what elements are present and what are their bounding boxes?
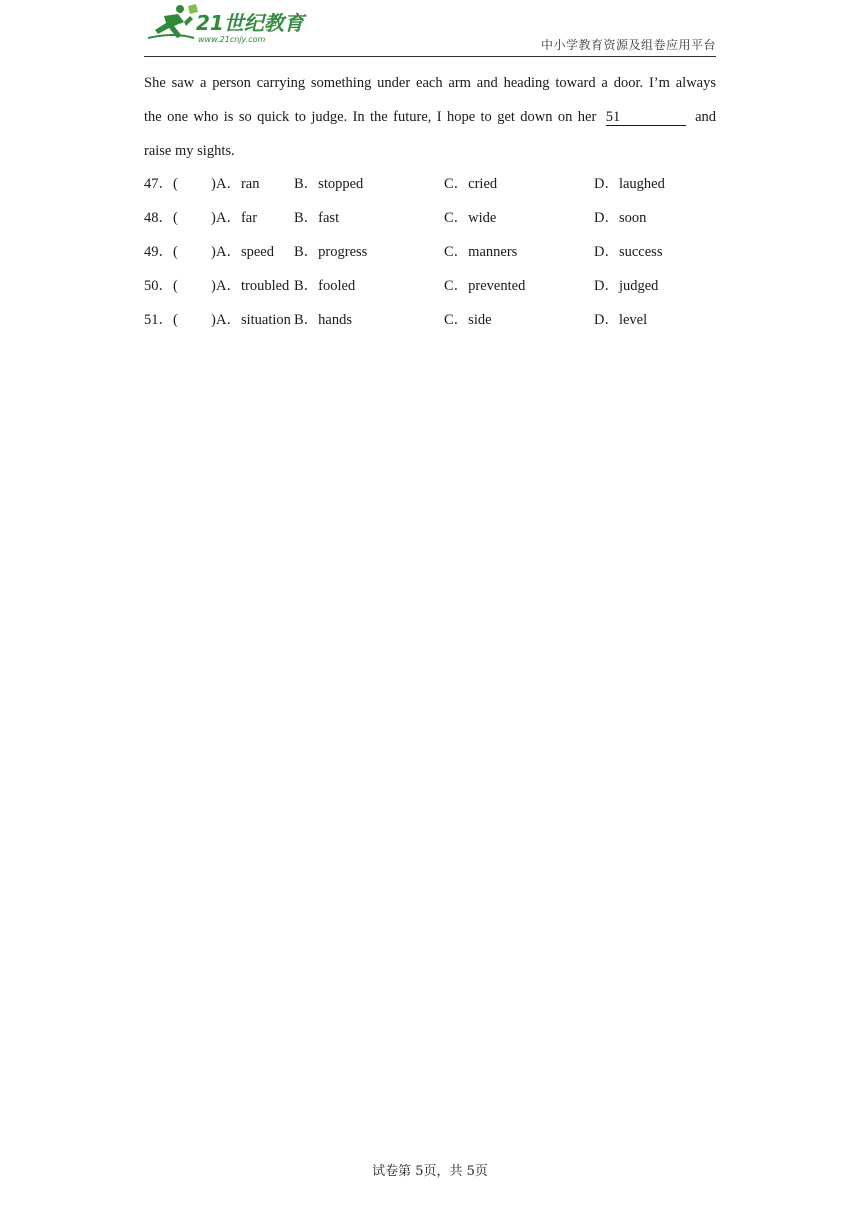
question-number: 48．( xyxy=(144,210,178,226)
passage-line: She saw a person carrying something under each arm and heading toward a door. I’m always xyxy=(144,75,716,91)
option-a: A．far xyxy=(216,210,258,226)
page-header xyxy=(144,0,716,57)
answer-paren: ) xyxy=(211,244,216,260)
option-c: C．prevented xyxy=(444,278,526,294)
option-b: B．progress xyxy=(294,244,368,260)
option-c: C．side xyxy=(444,312,492,328)
option-d: D．level xyxy=(594,312,648,328)
answer-paren: ) xyxy=(211,312,216,328)
option-a: A．troubled xyxy=(216,278,290,294)
option-c: C．wide xyxy=(444,210,497,226)
question-47 xyxy=(144,167,716,201)
header-platform-text: 中小学教育资源及组卷应用平台 xyxy=(540,38,716,52)
answer-paren: ) xyxy=(211,176,216,192)
passage xyxy=(144,66,716,168)
question-list xyxy=(144,167,716,337)
answer-paren: ) xyxy=(211,210,216,226)
option-b: B．fast xyxy=(294,210,340,226)
question-50 xyxy=(144,269,716,303)
option-a: A．speed xyxy=(216,244,274,260)
logo-url: www.21cnjy.com xyxy=(198,35,266,44)
option-b: B．hands xyxy=(294,312,352,328)
question-number: 47．( xyxy=(144,176,178,192)
question-number: 51．( xyxy=(144,312,178,328)
question-number: 49．( xyxy=(144,244,178,260)
option-d: D．judged xyxy=(594,278,659,294)
logo-text: 21世纪教育 xyxy=(196,11,304,35)
option-d: D．success xyxy=(594,244,663,260)
site-logo xyxy=(144,2,314,44)
option-a: A．situation xyxy=(216,312,291,328)
question-51 xyxy=(144,303,716,337)
blank-51: 51 xyxy=(606,109,686,126)
answer-paren: ) xyxy=(211,278,216,294)
option-b: B．fooled xyxy=(294,278,356,294)
passage-line-with-blank xyxy=(144,100,716,134)
option-c: C．manners xyxy=(444,244,518,260)
option-d: D．laughed xyxy=(594,176,665,192)
question-number: 50．( xyxy=(144,278,178,294)
question-48 xyxy=(144,201,716,235)
passage-text: and xyxy=(695,109,717,125)
option-b: B．stopped xyxy=(294,176,364,192)
option-d: D．soon xyxy=(594,210,647,226)
passage-line: raise my sights. xyxy=(144,143,235,159)
page-footer: 试卷第 5页，共 5页 xyxy=(372,1164,488,1179)
logo-graphic xyxy=(144,2,314,44)
passage-text: the one who is so quick to judge. In the future, I hope to get down on her xyxy=(144,109,597,125)
question-49 xyxy=(144,235,716,269)
option-a: A．ran xyxy=(216,176,260,192)
option-c: C．cried xyxy=(444,176,498,192)
